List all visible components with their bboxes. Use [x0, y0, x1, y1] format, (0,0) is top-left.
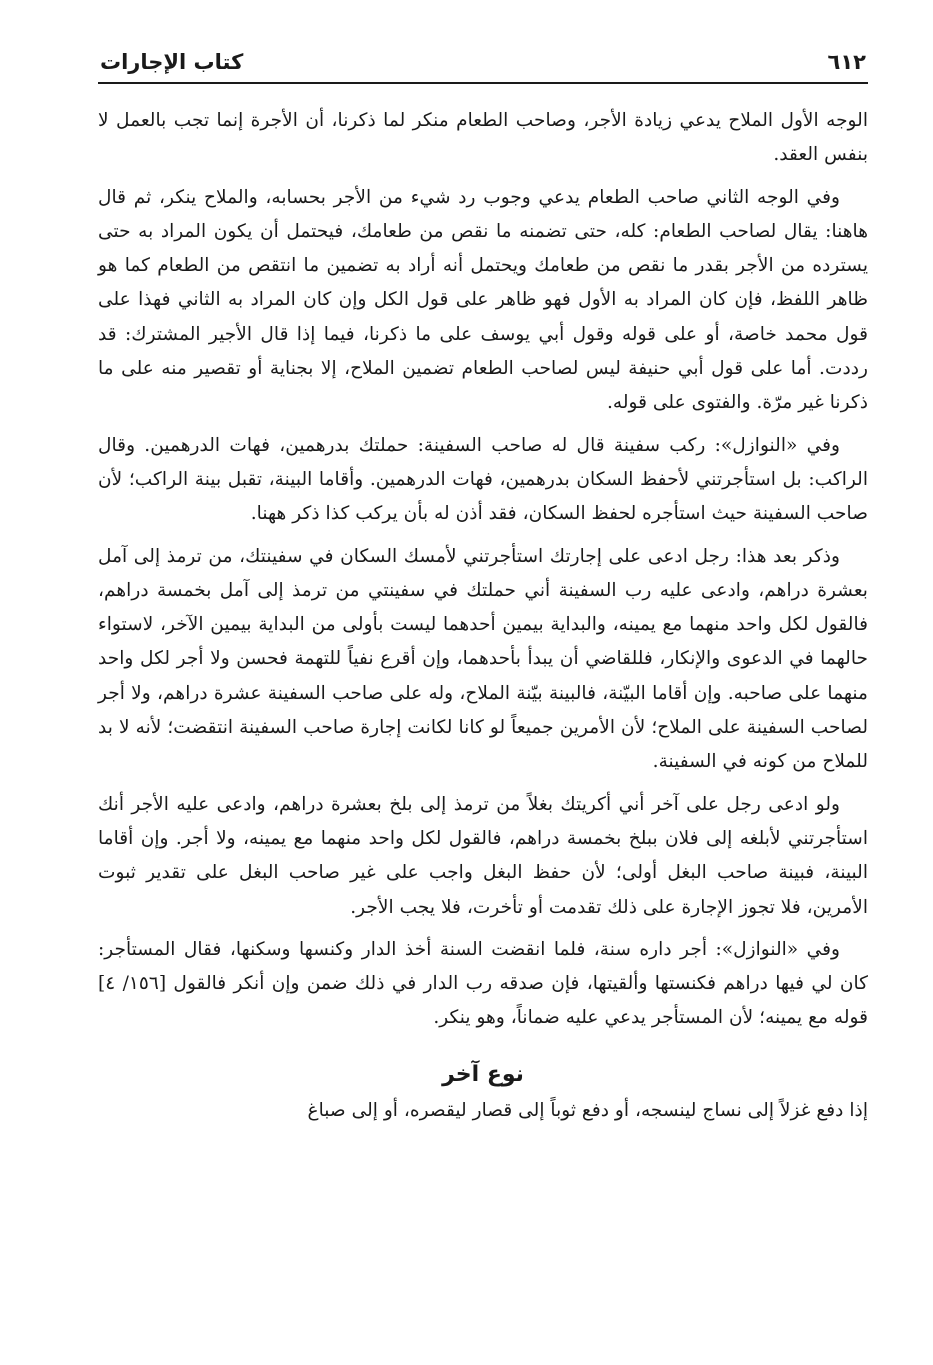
- body-text: [98, 104, 868, 1128]
- paragraph-2: وفي الوجه الثاني صاحب الطعام يدعي وجوب رد شيء من الأجر بحسابه، والملاح ينكر، ثم قال هاهنا: يقال لصاحب الطعام: كله، حتى تضمنه ما نقص من طعامك، فيحتمل أن يكون المراد به حتى يسترده من الأجر بقدر ما نقص من طعامك ويحتمل أنه أراد به تضمين ما انتقص من الطعام كما هو ظاهر اللفظ، فإن كان المراد به الأول فهو ظاهر على قول الكل وإن كان المراد به الثاني فهذا على قول محمد خاصة، أو على قوله وقول أبي يوسف على ما ذكرنا، فيما إذا قال الأجير المشترك: قد رددت. أما على قول أبي حنيفة ليس لصاحب الطعام تضمين الملاح، إلا بجناية أو تقصير منه على ما ذكرنا غير مرّة. والفتوى على قوله.: [98, 186, 868, 414]
- section-heading: نوع آخر: [442, 1061, 524, 1087]
- page: [98, 48, 868, 1136]
- paragraph-1: الوجه الأول الملاح يدعي زيادة الأجر، وصاحب الطعام منكر لما ذكرنا، أن الأجرة إنما تجب بالعمل لا بنفس العقد.: [98, 110, 868, 166]
- paragraph-5: ولو ادعى رجل على آخر أني أكريتك بغلاً من ترمذ إلى بلخ بعشرة دراهم، وادعى عليه الأجر أنك استأجرتني لأبلغه إلى فلان ببلخ بخمسة دراهم، فالقول لكل واحد منهما مع يمينه، ولا أجر. وإن أقاما البينة، فبينة صاحب البغل أولى؛ لأن حفظ البغل واجب على غير صاحب البغل على تقدير ثبوت الأمرين، فلا تجوز الإجارة على ذلك تقدمت أو تأخرت، فلا يجب الأجر.: [98, 793, 868, 918]
- book-title: كتاب الإجارات: [100, 50, 244, 74]
- paragraph-3: وفي «النوازل»: ركب سفينة قال له صاحب السفينة: حملتك بدرهمين، فهات الدرهمين. وقال الراكب: بل استأجرتني لأحفظ السكان بدرهمين، فهات الدرهمين. وأقاما البينة، تقبل بينة الراكب؛ لأن صاحب السفينة حيث استأجره لحفظ السكان، فقد أذن له بأن يركب كذا ذكر ههنا.: [98, 434, 868, 525]
- page-number: ٦١٢: [827, 50, 866, 74]
- paragraph-6: وفي «النوازل»: أجر داره سنة، فلما انقضت السنة أخذ الدار وكنسها وسكنها، فقال المستأجر: كان لي فيها دراهم فكنستها وألقيتها، فإن صدقه رب الدار في ذلك ضمن وإن أنكر فالقول [١٥٦/ ٤] قوله مع يمينه؛ لأن المستأجر يدعي عليه ضماناً، وهو ينكر.: [98, 938, 868, 1029]
- running-header: [98, 48, 868, 84]
- section-first-line: إذا دفع غزلاً إلى نساج لينسجه، أو دفع ثوباً إلى قصار ليقصره، أو إلى صباغ: [307, 1099, 868, 1121]
- paragraph-4: وذكر بعد هذا: رجل ادعى على إجارتك استأجرتني لأمسك السكان في سفينتك، من ترمذ إلى آمل بعشرة دراهم، وادعى عليه رب السفينة أني حملتك في سفينتي من ترمذ إلى آمل بخمسة دراهم، فالقول لكل واحد منهما مع يمينه، والبداية بيمين أحدهما ليست بأولى من البداية بيمين الآخر، لاستواء حالهما في الدعوى والإنكار، فللقاضي أن يبدأ بأحدهما، وإن أقرع نفياً للتهمة فحسن ولا أجر لكل واحد منهما على صاحبه. وإن أقاما البيّنة، فالبينة بيّنة الملاح، وله على صاحب السفينة عشرة دراهم، ولا أجر لصاحب السفينة على الملاح؛ لأن الأمرين جميعاً لو كانا لكانت إجارة صاحب السفينة انتقضت؛ لأنه لا بد للملاح من كونه في السفينة.: [98, 545, 868, 773]
